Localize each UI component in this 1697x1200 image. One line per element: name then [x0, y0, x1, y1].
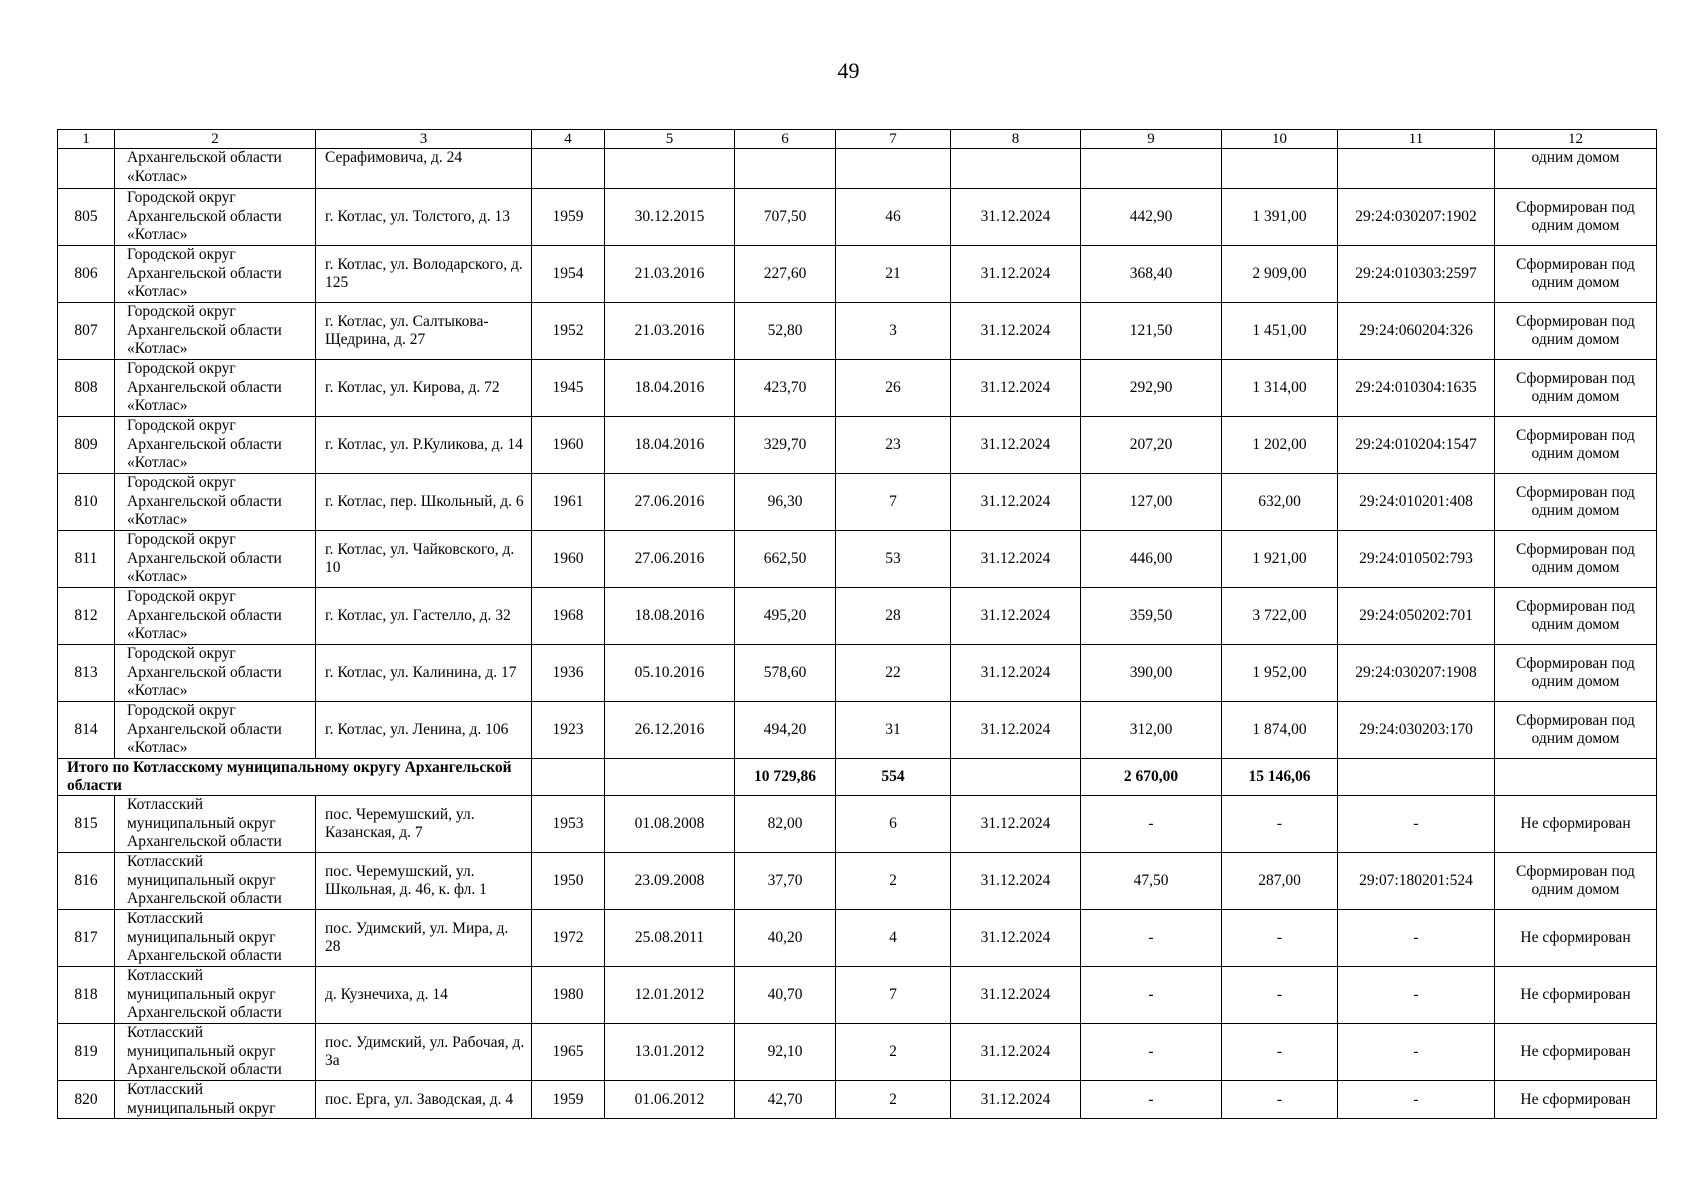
cell-num: 807	[58, 303, 115, 360]
column-number-8: 8	[951, 130, 1081, 149]
cell-cost: 1 451,00	[1222, 303, 1338, 360]
cell-area: 662,50	[735, 531, 836, 588]
cell-deadline: 31.12.2024	[951, 702, 1081, 759]
cell-year: 1959	[532, 1081, 605, 1119]
cell-land-area: 47,50	[1081, 853, 1222, 910]
cell-residents: 7	[836, 967, 951, 1024]
cell-status: Не сформирован	[1495, 910, 1657, 967]
cell-residents: 6	[836, 796, 951, 853]
cell-status: Не сформирован	[1495, 1081, 1657, 1119]
cell-residents: 7	[836, 474, 951, 531]
cell-cadastral: 29:24:030207:1908	[1338, 645, 1495, 702]
cell-cadastral: 29:07:180201:524	[1338, 853, 1495, 910]
total-residents: 554	[836, 759, 951, 796]
cell-area: 495,20	[735, 588, 836, 645]
cell-year: 1923	[532, 702, 605, 759]
cell-residents: 2	[836, 853, 951, 910]
cell-num: 812	[58, 588, 115, 645]
cell-address: д. Кузнечиха, д. 14	[316, 967, 532, 1024]
table-row	[58, 189, 1657, 246]
cell-num: 819	[58, 1024, 115, 1081]
cell-cadastral: -	[1338, 796, 1495, 853]
cell-num: 820	[58, 1081, 115, 1119]
cell-address: г. Котлас, пер. Школьный, д. 6	[316, 474, 532, 531]
cell-cost: 1 202,00	[1222, 417, 1338, 474]
cell-residents: 21	[836, 246, 951, 303]
cell-status: Не сформирован	[1495, 967, 1657, 1024]
cell-land-area: 121,50	[1081, 303, 1222, 360]
table-row	[58, 853, 1657, 910]
cell-deadline: 31.12.2024	[951, 967, 1081, 1024]
cell-status: Сформирован под одним домом	[1495, 189, 1657, 246]
cell-residents: 22	[836, 645, 951, 702]
cell-land-area: 442,90	[1081, 189, 1222, 246]
cell-address: пос. Черемушский, ул. Казанская, д. 7	[316, 796, 532, 853]
cell-area: 40,70	[735, 967, 836, 1024]
cell-land-area: -	[1081, 1024, 1222, 1081]
cell-date: 05.10.2016	[605, 645, 735, 702]
cell-address: г. Котлас, ул. Володарского, д. 125	[316, 246, 532, 303]
cell-area: 578,60	[735, 645, 836, 702]
cell-deadline: 31.12.2024	[951, 1081, 1081, 1119]
cell-status: Сформирован под одним домом	[1495, 645, 1657, 702]
cell-deadline: 31.12.2024	[951, 588, 1081, 645]
cell-cadastral: 29:24:010201:408	[1338, 474, 1495, 531]
cell-year: 1954	[532, 246, 605, 303]
column-number-6: 6	[735, 130, 836, 149]
cell-residents: 2	[836, 1081, 951, 1119]
cell-year: 1972	[532, 910, 605, 967]
cell-date: 18.04.2016	[605, 360, 735, 417]
cell-year: 1961	[532, 474, 605, 531]
cell-residents: 53	[836, 531, 951, 588]
cell-land-area: 292,90	[1081, 360, 1222, 417]
cell-status: Сформирован под одним домом	[1495, 360, 1657, 417]
column-number-9: 9	[1081, 130, 1222, 149]
column-number-1: 1	[58, 130, 115, 149]
cell-land-area: 390,00	[1081, 645, 1222, 702]
cell-address: г. Котлас, ул. Гастелло, д. 32	[316, 588, 532, 645]
cell-municipality: Городской округ Архангельской области «Котлас»	[115, 360, 316, 417]
cell-cost: -	[1222, 1024, 1338, 1081]
cell-cost: -	[1222, 967, 1338, 1024]
cell-land-area: -	[1081, 967, 1222, 1024]
cell-num: 808	[58, 360, 115, 417]
cell-cadastral: 29:24:050202:701	[1338, 588, 1495, 645]
cell-area	[735, 149, 836, 189]
cell-area: 92,10	[735, 1024, 836, 1081]
cell-area: 52,80	[735, 303, 836, 360]
total-row	[58, 759, 1657, 796]
cell-cadastral: -	[1338, 910, 1495, 967]
page-number: 49	[837, 58, 860, 83]
cell-area: 423,70	[735, 360, 836, 417]
cell-date: 25.08.2011	[605, 910, 735, 967]
cell-year: 1953	[532, 796, 605, 853]
cell-residents: 46	[836, 189, 951, 246]
cell-land-area: 368,40	[1081, 246, 1222, 303]
table-row	[58, 531, 1657, 588]
cell-deadline	[951, 149, 1081, 189]
cell-year: 1960	[532, 417, 605, 474]
column-number-7: 7	[836, 130, 951, 149]
cell-address: г. Котлас, ул. Ленина, д. 106	[316, 702, 532, 759]
cell-year: 1936	[532, 645, 605, 702]
cell-land-area: 207,20	[1081, 417, 1222, 474]
cell-deadline: 31.12.2024	[951, 531, 1081, 588]
cell-deadline: 31.12.2024	[951, 360, 1081, 417]
cell-cost: -	[1222, 910, 1338, 967]
table-row	[58, 1081, 1657, 1119]
cell-municipality: Архангельской области «Котлас»	[115, 149, 316, 189]
cell-land-area: 312,00	[1081, 702, 1222, 759]
cell-status: Сформирован под одним домом	[1495, 417, 1657, 474]
cell-cadastral: 29:24:010502:793	[1338, 531, 1495, 588]
cell-year: 1945	[532, 360, 605, 417]
cell-status: Сформирован под одним домом	[1495, 246, 1657, 303]
cell-num: 815	[58, 796, 115, 853]
cell-residents: 3	[836, 303, 951, 360]
cell-date: 27.06.2016	[605, 531, 735, 588]
cell-deadline: 31.12.2024	[951, 474, 1081, 531]
column-number-2: 2	[115, 130, 316, 149]
cell-date: 13.01.2012	[605, 1024, 735, 1081]
cell-date: 23.09.2008	[605, 853, 735, 910]
cell-cost	[1222, 149, 1338, 189]
cell-address: пос. Удимский, ул. Рабочая, д. 3а	[316, 1024, 532, 1081]
cell-year: 1968	[532, 588, 605, 645]
cell-status: Сформирован под одним домом	[1495, 474, 1657, 531]
cell-residents: 31	[836, 702, 951, 759]
cell-address: г. Котлас, ул. Калинина, д. 17	[316, 645, 532, 702]
cell-status: Сформирован под одним домом	[1495, 702, 1657, 759]
cell-residents: 2	[836, 1024, 951, 1081]
total-deadline	[951, 759, 1081, 796]
cell-municipality: Городской округ Архангельской области «Котлас»	[115, 189, 316, 246]
cell-year: 1965	[532, 1024, 605, 1081]
column-number-4: 4	[532, 130, 605, 149]
table-row	[58, 796, 1657, 853]
cell-cadastral: -	[1338, 967, 1495, 1024]
cell-date: 21.03.2016	[605, 303, 735, 360]
cell-num: 811	[58, 531, 115, 588]
cell-num: 816	[58, 853, 115, 910]
column-number-12: 12	[1495, 130, 1657, 149]
cell-deadline: 31.12.2024	[951, 417, 1081, 474]
cell-status: Сформирован под одним домом	[1495, 588, 1657, 645]
table-row	[58, 303, 1657, 360]
cell-deadline: 31.12.2024	[951, 1024, 1081, 1081]
cell-municipality: Котласский муниципальный округ Архангельской области	[115, 967, 316, 1024]
cell-municipality: Городской округ Архангельской области «Котлас»	[115, 531, 316, 588]
cell-num: 813	[58, 645, 115, 702]
cell-area: 42,70	[735, 1081, 836, 1119]
cell-land-area	[1081, 149, 1222, 189]
table-row	[58, 910, 1657, 967]
cell-deadline: 31.12.2024	[951, 303, 1081, 360]
cell-deadline: 31.12.2024	[951, 853, 1081, 910]
cell-cadastral: 29:24:030207:1902	[1338, 189, 1495, 246]
cell-area: 227,60	[735, 246, 836, 303]
total-land-area: 2 670,00	[1081, 759, 1222, 796]
cell-cost: 1 921,00	[1222, 531, 1338, 588]
cell-area: 82,00	[735, 796, 836, 853]
cell-municipality: Котласский муниципальный округ Архангельской области	[115, 1024, 316, 1081]
cell-num: 805	[58, 189, 115, 246]
cell-municipality: Котласский муниципальный округ	[115, 1081, 316, 1119]
cell-deadline: 31.12.2024	[951, 189, 1081, 246]
cell-residents	[836, 149, 951, 189]
cell-date: 12.01.2012	[605, 967, 735, 1024]
total-cadastral	[1338, 759, 1495, 796]
cell-year: 1960	[532, 531, 605, 588]
cell-cadastral: 29:24:060204:326	[1338, 303, 1495, 360]
cell-area: 707,50	[735, 189, 836, 246]
cell-residents: 23	[836, 417, 951, 474]
cell-num: 817	[58, 910, 115, 967]
cell-status: Сформирован под одним домом	[1495, 853, 1657, 910]
cell-num: 818	[58, 967, 115, 1024]
cell-land-area: -	[1081, 910, 1222, 967]
cell-land-area: 446,00	[1081, 531, 1222, 588]
cell-cost: 1 952,00	[1222, 645, 1338, 702]
housing-registry-table	[57, 129, 1657, 1119]
cell-cost: -	[1222, 796, 1338, 853]
cell-deadline: 31.12.2024	[951, 910, 1081, 967]
cell-date: 18.04.2016	[605, 417, 735, 474]
cell-area: 329,70	[735, 417, 836, 474]
cell-status: Сформирован под одним домом	[1495, 303, 1657, 360]
cell-area: 494,20	[735, 702, 836, 759]
continuation-row	[58, 149, 1657, 189]
cell-cadastral: 29:24:010304:1635	[1338, 360, 1495, 417]
column-number-11: 11	[1338, 130, 1495, 149]
table-row	[58, 967, 1657, 1024]
cell-deadline: 31.12.2024	[951, 796, 1081, 853]
cell-municipality: Городской округ Архангельской области «Котлас»	[115, 246, 316, 303]
cell-year: 1980	[532, 967, 605, 1024]
table-row	[58, 588, 1657, 645]
cell-area: 40,20	[735, 910, 836, 967]
cell-address: Серафимовича, д. 24	[316, 149, 532, 189]
cell-status: Не сформирован	[1495, 796, 1657, 853]
cell-municipality: Городской округ Архангельской области «Котлас»	[115, 417, 316, 474]
cell-date: 27.06.2016	[605, 474, 735, 531]
cell-num	[58, 149, 115, 189]
cell-address: пос. Удимский, ул. Мира, д. 28	[316, 910, 532, 967]
cell-date: 01.08.2008	[605, 796, 735, 853]
column-number-10: 10	[1222, 130, 1338, 149]
table-body	[58, 149, 1657, 1119]
cell-deadline: 31.12.2024	[951, 645, 1081, 702]
cell-date: 21.03.2016	[605, 246, 735, 303]
cell-address: г. Котлас, ул. Чайковского, д. 10	[316, 531, 532, 588]
cell-cost: 287,00	[1222, 853, 1338, 910]
cell-residents: 4	[836, 910, 951, 967]
cell-address: г. Котлас, ул. Р.Куликова, д. 14	[316, 417, 532, 474]
cell-land-area: -	[1081, 796, 1222, 853]
cell-date: 01.06.2012	[605, 1081, 735, 1119]
cell-year: 1959	[532, 189, 605, 246]
cell-date: 30.12.2015	[605, 189, 735, 246]
cell-cadastral: 29:24:030203:170	[1338, 702, 1495, 759]
total-area: 10 729,86	[735, 759, 836, 796]
cell-date	[605, 149, 735, 189]
table-row	[58, 474, 1657, 531]
cell-municipality: Городской округ Архангельской области «Котлас»	[115, 474, 316, 531]
cell-cadastral	[1338, 149, 1495, 189]
cell-status: Не сформирован	[1495, 1024, 1657, 1081]
cell-area: 37,70	[735, 853, 836, 910]
cell-cost: 1 391,00	[1222, 189, 1338, 246]
cell-year: 1952	[532, 303, 605, 360]
cell-status: одним домом	[1495, 149, 1657, 189]
column-number-5: 5	[605, 130, 735, 149]
cell-status: Сформирован под одним домом	[1495, 531, 1657, 588]
cell-municipality: Городской округ Архангельской области «Котлас»	[115, 588, 316, 645]
cell-land-area: -	[1081, 1081, 1222, 1119]
cell-residents: 28	[836, 588, 951, 645]
cell-year	[532, 149, 605, 189]
cell-municipality: Котласский муниципальный округ Архангельской области	[115, 910, 316, 967]
cell-cadastral: 29:24:010303:2597	[1338, 246, 1495, 303]
cell-date: 26.12.2016	[605, 702, 735, 759]
cell-address: пос. Ерга, ул. Заводская, д. 4	[316, 1081, 532, 1119]
total-year	[532, 759, 605, 796]
cell-municipality: Городской округ Архангельской области «Котлас»	[115, 702, 316, 759]
cell-num: 810	[58, 474, 115, 531]
cell-address: пос. Черемушский, ул. Школьная, д. 46, к. фл. 1	[316, 853, 532, 910]
cell-residents: 26	[836, 360, 951, 417]
table-row	[58, 417, 1657, 474]
cell-date: 18.08.2016	[605, 588, 735, 645]
cell-address: г. Котлас, ул. Кирова, д. 72	[316, 360, 532, 417]
column-number-3: 3	[316, 130, 532, 149]
cell-cadastral: -	[1338, 1024, 1495, 1081]
total-label: Итого по Котласскому муниципальному округу Архангельской области	[58, 759, 532, 796]
cell-area: 96,30	[735, 474, 836, 531]
cell-num: 809	[58, 417, 115, 474]
total-date	[605, 759, 735, 796]
table-row	[58, 360, 1657, 417]
table-row	[58, 645, 1657, 702]
cell-land-area: 127,00	[1081, 474, 1222, 531]
cell-cadastral: -	[1338, 1081, 1495, 1119]
cell-cost: 1 314,00	[1222, 360, 1338, 417]
cell-cost: 1 874,00	[1222, 702, 1338, 759]
table-row	[58, 1024, 1657, 1081]
total-cost: 15 146,06	[1222, 759, 1338, 796]
cell-cost: 2 909,00	[1222, 246, 1338, 303]
cell-municipality: Котласский муниципальный округ Архангельской области	[115, 796, 316, 853]
cell-num: 814	[58, 702, 115, 759]
cell-municipality: Котласский муниципальный округ Архангельской области	[115, 853, 316, 910]
cell-cadastral: 29:24:010204:1547	[1338, 417, 1495, 474]
table-row	[58, 702, 1657, 759]
cell-cost: 3 722,00	[1222, 588, 1338, 645]
total-status	[1495, 759, 1657, 796]
cell-cost: 632,00	[1222, 474, 1338, 531]
cell-municipality: Городской округ Архангельской области «Котлас»	[115, 303, 316, 360]
cell-cost: -	[1222, 1081, 1338, 1119]
cell-year: 1950	[532, 853, 605, 910]
cell-municipality: Городской округ Архангельской области «Котлас»	[115, 645, 316, 702]
cell-land-area: 359,50	[1081, 588, 1222, 645]
cell-num: 806	[58, 246, 115, 303]
table-row	[58, 246, 1657, 303]
cell-deadline: 31.12.2024	[951, 246, 1081, 303]
cell-address: г. Котлас, ул. Толстого, д. 13	[316, 189, 532, 246]
cell-address: г. Котлас, ул. Салтыкова-Щедрина, д. 27	[316, 303, 532, 360]
column-number-row	[58, 130, 1657, 149]
